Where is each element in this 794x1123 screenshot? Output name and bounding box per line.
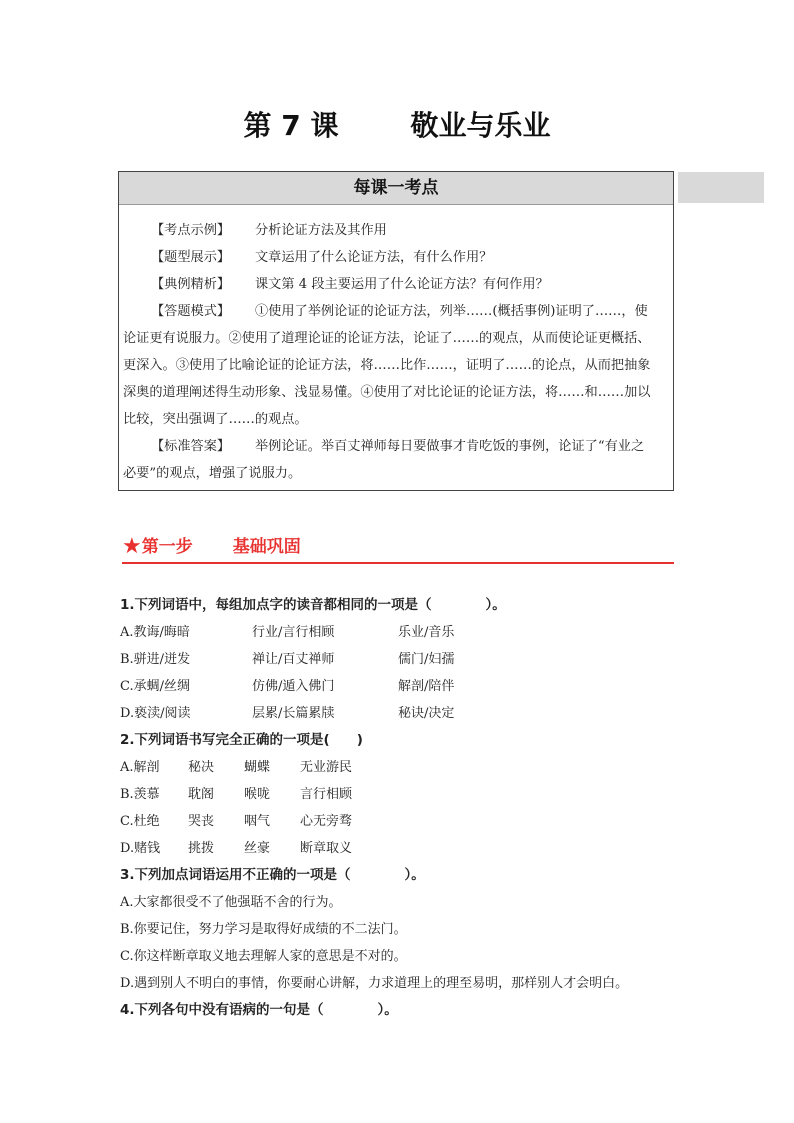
row-label: 【题型展示】	[151, 250, 231, 265]
questions	[120, 592, 680, 1024]
q3-option-b: B.你要记住，努力学习是取得好成绩的不二法门。	[120, 922, 407, 937]
lesson-name: 敬业与乐业	[410, 109, 551, 142]
option-cell: 儒门/妇孺	[398, 652, 455, 667]
option-cell: 耽阁	[188, 787, 215, 802]
question-3-stem: 3.下列加点词语运用不正确的一项是（ ）。	[120, 867, 425, 883]
step-number: 第一步	[141, 537, 193, 557]
option-cell: 秘诀/决定	[398, 706, 455, 721]
answer-label: 【标准答案】	[151, 439, 231, 454]
answer-text: 举例论证。举百丈禅师每日要做事才肯吃饭的事例，论证了“有业之	[255, 439, 645, 454]
row-text: 课文第 4 段主要运用了什么论证方法？有何作用？	[255, 277, 549, 292]
kaodian-answer-line-2: 必要”的观点，增强了说服力。	[123, 466, 302, 481]
option-cell: 乐业/音乐	[398, 625, 455, 640]
kaodian-box	[118, 171, 674, 491]
kaodian-model-line-3: 更深入。③使用了比喻论证的论证方法，将……比作……，证明了……的论点，从而把抽象	[123, 358, 651, 373]
question-4-stem: 4.下列各句中没有语病的一句是（ ）。	[120, 1002, 398, 1018]
kaodian-model-line-5: 比较，突出强调了……的观点。	[123, 412, 308, 427]
kaodian-row-analysis	[123, 271, 669, 298]
question-2-stem: 2.下列词语书写完全正确的一项是( )	[120, 732, 363, 748]
option-cell: 禅让/百丈禅师	[252, 652, 335, 667]
q2-option-d	[120, 835, 680, 862]
option-cell: 层累/长篇累牍	[252, 706, 335, 721]
option-cell: A.解剖	[120, 760, 160, 775]
option-cell: D.赌钱	[120, 841, 161, 856]
step-name: 基础巩固	[232, 537, 301, 557]
q1-option-a	[120, 619, 680, 646]
option-cell: 断章取义	[300, 841, 353, 856]
option-cell: B.羡慕	[120, 787, 160, 802]
option-cell: A.教诲/晦暗	[120, 625, 190, 640]
option-cell: 喉咙	[244, 787, 271, 802]
kaodian-model-line-2: 论证更有说服力。②使用了道理论证的论证方法，论证了……的观点，从而使论证更概括、	[123, 331, 651, 346]
q1-option-d	[120, 700, 680, 727]
q2-option-b	[120, 781, 680, 808]
option-cell: 仿佛/遁入佛门	[252, 679, 335, 694]
option-cell: 丝豪	[244, 841, 271, 856]
q1-option-c	[120, 673, 680, 700]
q3-option-c: C.你这样断章取义地去理解人家的意思是不对的。	[120, 949, 407, 964]
lesson-title	[0, 106, 794, 146]
option-cell: 解剖/陪伴	[398, 679, 455, 694]
option-cell: 秘决	[188, 760, 215, 775]
lesson-number: 第 7 课	[243, 109, 339, 142]
q1-option-b	[120, 646, 680, 673]
kaodian-row-example	[123, 217, 669, 244]
kaodian-model-line-4: 深奥的道理阐述得生动形象、浅显易懂。④使用了对比论证的论证方法，将……和……加以	[123, 385, 651, 400]
kaodian-body	[119, 205, 673, 487]
row-label: 【考点示例】	[151, 223, 231, 238]
kaodian-model-line-1	[123, 298, 669, 325]
header-band-extension	[678, 172, 764, 203]
kaodian-row-type	[123, 244, 669, 271]
q3-option-d: D.遇到别人不明白的事情，你要耐心讲解，力求道理上的理至易明，那样别人才会明白。	[120, 976, 629, 991]
step-heading	[122, 532, 674, 564]
row-label: 【典例精析】	[151, 277, 231, 292]
model-label: 【答题模式】	[151, 304, 231, 319]
option-cell: 行业/言行相顾	[252, 625, 335, 640]
option-cell: B.骈进/迸发	[120, 652, 191, 667]
row-text: 文章运用了什么论证方法，有什么作用？	[255, 250, 493, 265]
q2-option-a	[120, 754, 680, 781]
option-cell: 无业游民	[300, 760, 353, 775]
option-cell: 心无旁骛	[300, 814, 353, 829]
option-cell: C.杜绝	[120, 814, 160, 829]
question-1-stem: 1.下列词语中，每组加点字的读音都相同的一项是（ ）。	[120, 597, 506, 613]
q2-option-c	[120, 808, 680, 835]
option-cell: 哭丧	[188, 814, 215, 829]
row-text: 分析论证方法及其作用	[255, 223, 387, 238]
option-cell: C.承蜩/丝绸	[120, 679, 190, 694]
option-cell: 言行相顾	[300, 787, 353, 802]
option-cell: 咽气	[244, 814, 271, 829]
kaodian-answer-line-1	[123, 433, 669, 460]
kaodian-header: 每课一考点	[119, 172, 673, 205]
star-icon: ★	[122, 534, 142, 559]
model-text: ①使用了举例论证的论证方法，列举……(概括事例)证明了……，使	[255, 304, 648, 319]
q3-option-a: A.大家都很受不了他强聒不舍的行为。	[120, 895, 342, 910]
option-cell: 蝴蝶	[244, 760, 271, 775]
option-cell: 挑拨	[188, 841, 215, 856]
option-cell: D.亵渎/阅读	[120, 706, 191, 721]
